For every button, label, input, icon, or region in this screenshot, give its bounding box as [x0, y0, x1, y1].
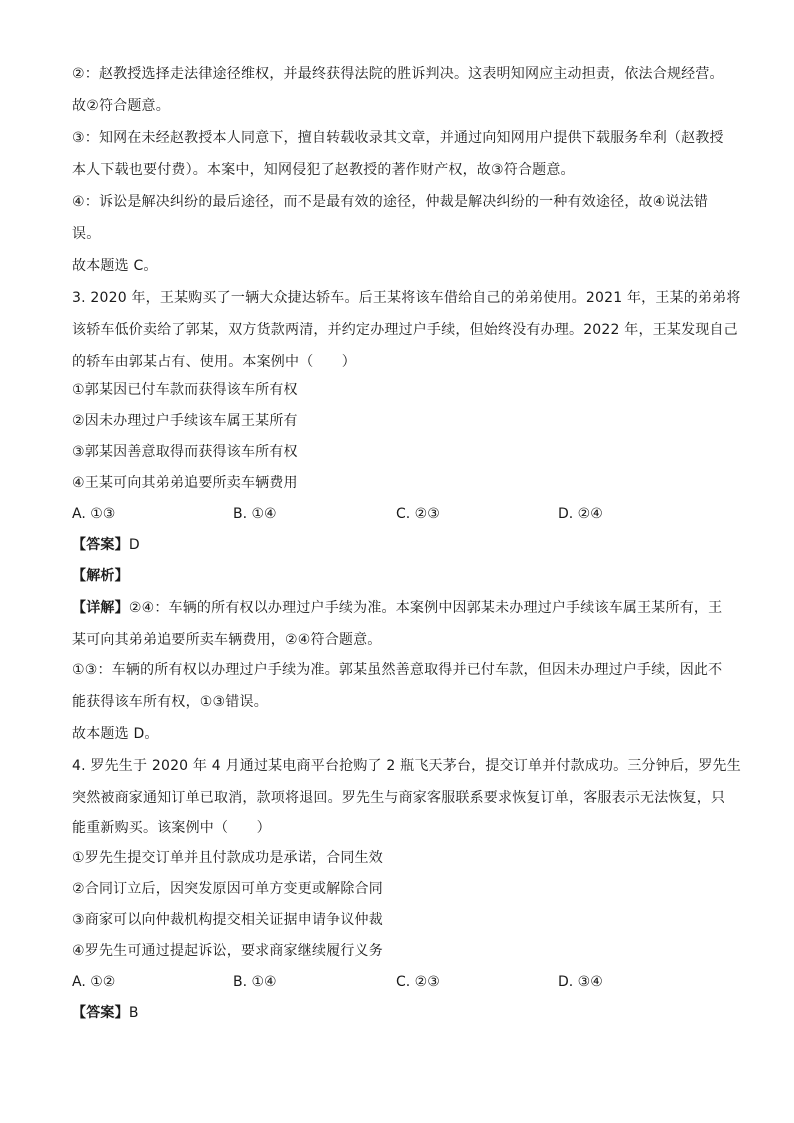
- q2-analysis-line-5: ④：诉讼是解决纠纷的最后途径，而不是最有效的途径，仲裁是解决纠纷的一种有效途径，故④说法错: [72, 194, 709, 210]
- q2-analysis-line-4: 本人下载也要付费）。本案中，知网侵犯了赵教授的著作财产权，故③符合题意。: [72, 162, 575, 178]
- q3-detail-line-2: 某可向其弟弟追要所卖车辆费用，②④符合题意。: [72, 632, 382, 648]
- q3-detail-line-3: ①③：车辆的所有权以办理过户手续为准。郭某虽然善意取得并已付车款，但因未办理过户手续，因此不: [72, 662, 723, 678]
- q2-conclusion: 故本题选 C。: [72, 258, 158, 274]
- q3-stem-line-3: 的轿车由郭某占有、使用。本案例中（ ）: [72, 354, 356, 370]
- q4-answer-value: B: [128, 1005, 139, 1021]
- q4-statement-2: ②合同订立后，因突发原因可单方变更或解除合同: [72, 881, 383, 897]
- q3-conclusion: 故本题选 D。: [72, 726, 159, 742]
- q3-answer-label: 【答案】: [72, 537, 129, 553]
- q3-statement-4: ④王某可向其弟弟追要所卖车辆费用: [72, 475, 298, 491]
- q4-statement-1: ①罗先生提交订单并且付款成功是承诺，合同生效: [72, 850, 383, 866]
- q3-analysis-label: 【解析】: [72, 568, 129, 584]
- q2-analysis-line-3: ③：知网在未经赵教授本人同意下，擅自转载收录其文章，并通过向知网用户提供下载服务牟利（赵教授: [72, 130, 724, 146]
- q4-statement-3: ③商家可以向仲裁机构提交相关证据申请争议仲裁: [72, 912, 383, 928]
- q3-detail-line-4: 能获得该车所有权，①③错误。: [72, 694, 268, 710]
- q2-analysis-line-6: 误。: [72, 226, 101, 242]
- q3-statement-2: ②因未办理过户手续该车属王某所有: [72, 413, 298, 429]
- q3-detail-line-1: [72, 598, 732, 618]
- q3-answer-value: D: [128, 537, 140, 553]
- q3-detail-text-1: ②④：车辆的所有权以办理过户手续为准。本案例中因郭某未办理过户手续该车属王某所有，王: [128, 600, 723, 616]
- q3-answer: [72, 535, 732, 555]
- q4-option-b: B. ①④: [233, 974, 277, 990]
- q4-stem-line-1: 4. 罗先生于 2020 年 4 月通过某电商平台抢购了 2 瓶飞天茅台，提交订单并付款成功。三分钟后，罗先生: [72, 758, 741, 774]
- q2-analysis-line-2: 故②符合题意。: [72, 98, 170, 114]
- q3-option-d: D. ②④: [558, 506, 603, 522]
- q4-stem-line-2: 突然被商家通知订单已取消，款项将退回。罗先生与商家客服联系要求恢复订单，客服表示无法恢复，只: [72, 790, 726, 806]
- q4-option-d: D. ③④: [558, 974, 603, 990]
- q4-answer: [72, 1003, 732, 1023]
- q2-analysis-line-1: ②：赵教授选择走法律途径维权，并最终获得法院的胜诉判决。这表明知网应主动担责，依法合规经营。: [72, 66, 724, 82]
- q4-option-a: A. ①②: [72, 974, 116, 990]
- q3-detail-label: 【详解】: [72, 600, 129, 616]
- q3-statement-3: ③郭某因善意取得而获得该车所有权: [72, 444, 298, 460]
- q3-option-a: A. ①③: [72, 506, 116, 522]
- q4-answer-label: 【答案】: [72, 1005, 129, 1021]
- q4-statement-4: ④罗先生可通过提起诉讼，要求商家继续履行义务: [72, 943, 383, 959]
- q3-option-c: C. ②③: [396, 506, 440, 522]
- q3-option-b: B. ①④: [233, 506, 277, 522]
- q4-stem-line-3: 能重新购买。该案例中（ ）: [72, 820, 271, 836]
- q4-option-c: C. ②③: [396, 974, 440, 990]
- q3-stem-line-1: 3. 2020 年，王某购买了一辆大众捷达轿车。后王某将该车借给自己的弟弟使用。2021 年，王某的弟弟将: [72, 290, 741, 306]
- q3-statement-1: ①郭某因已付车款而获得该车所有权: [72, 382, 298, 398]
- q3-stem-line-2: 该轿车低价卖给了郭某，双方货款两清，并约定办理过户手续，但始终没有办理。2022 年，王某发现自己: [72, 322, 738, 338]
